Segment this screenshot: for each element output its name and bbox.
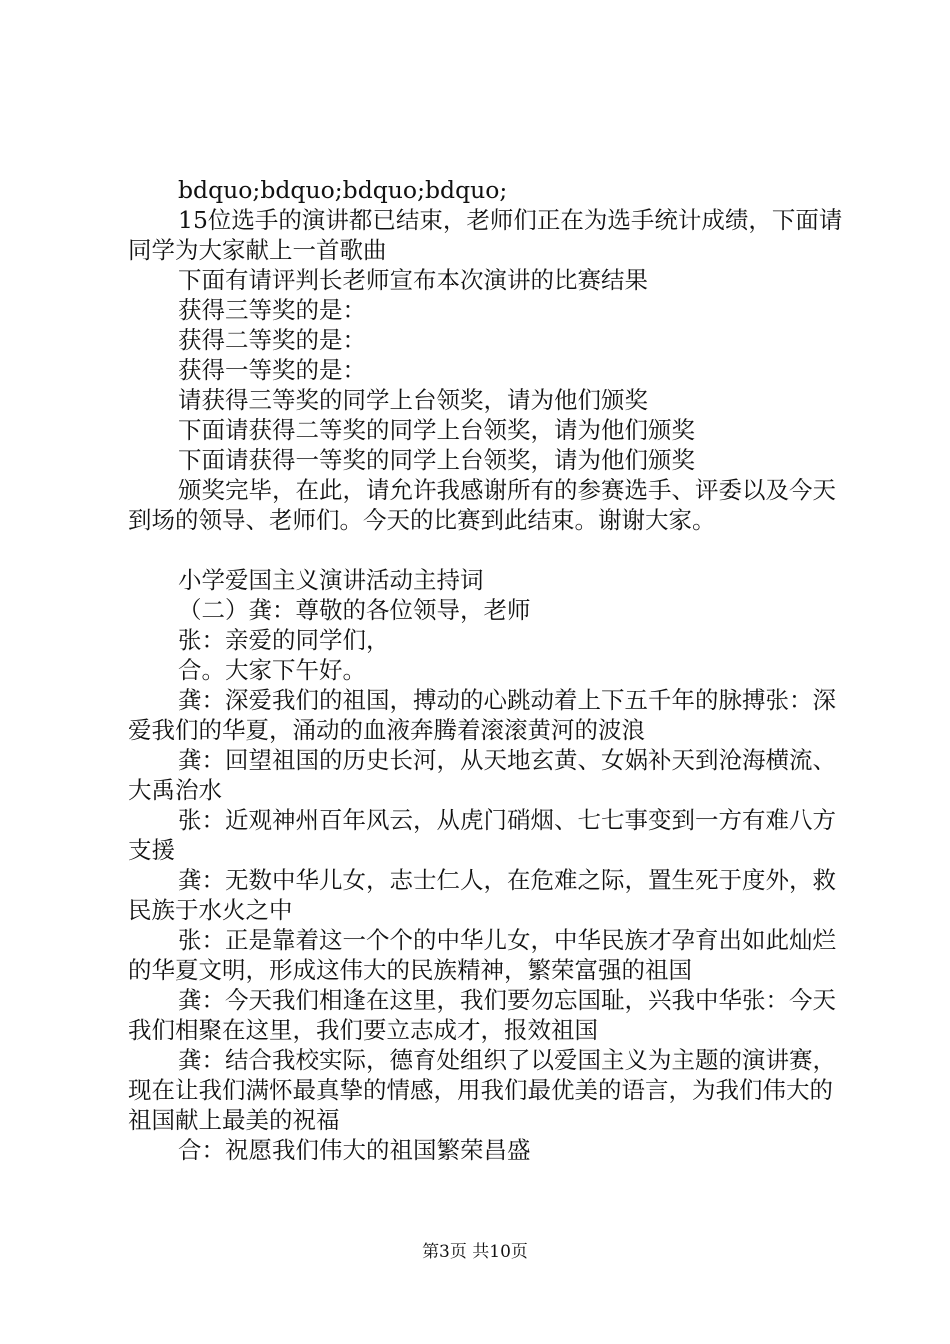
paragraph: 张：正是靠着这一个个的中华儿女，中华民族才孕育出如此灿烂的华夏文明，形成这伟大的民族精神，繁荣富强的祖国 [128, 926, 836, 984]
paragraph: 合。大家下午好。 [178, 656, 366, 684]
paragraph: bdquo;bdquo;bdquo;bdquo; [178, 176, 508, 204]
document-body [128, 175, 850, 1165]
paragraph: 龚：今天我们相逢在这里，我们要勿忘国耻，兴我中华张：今天我们相聚在这里，我们要立志成才，报效祖国 [128, 986, 836, 1044]
paragraph: 下面请获得一等奖的同学上台领奖，请为他们颁奖 [178, 446, 695, 474]
paragraph: 请获得三等奖的同学上台领奖，请为他们颁奖 [178, 386, 648, 414]
paragraph: 颁奖完毕，在此，请允许我感谢所有的参赛选手、评委以及今天到场的领导、老师们。今天的比赛到此结束。谢谢大家。 [128, 476, 836, 534]
paragraph: 龚：无数中华儿女，志士仁人，在危难之际，置生死于度外，救民族于水火之中 [128, 866, 836, 924]
paragraph: 下面有请评判长老师宣布本次演讲的比赛结果 [178, 266, 648, 294]
page-number: 第3页 共10页 [422, 1242, 528, 1262]
paragraph: 合：祝愿我们伟大的祖国繁荣昌盛 [178, 1136, 531, 1164]
section-title: 小学爱国主义演讲活动主持词 [178, 566, 484, 594]
paragraph: 龚：深爱我们的祖国，搏动的心跳动着上下五千年的脉搏张：深爱我们的华夏，涌动的血液奔腾着滚滚黄河的波浪 [128, 686, 836, 744]
paragraph: 下面请获得二等奖的同学上台领奖，请为他们颁奖 [178, 416, 695, 444]
paragraph: 龚：结合我校实际，德育处组织了以爱国主义为主题的演讲赛，现在让我们满怀最真挚的情感，用我们最优美的语言，为我们伟大的祖国献上最美的祝福 [128, 1046, 836, 1134]
paragraph: 15位选手的演讲都已结束，老师们正在为选手统计成绩，下面请同学为大家献上一首歌曲 [128, 206, 843, 264]
paragraph: 张：近观神州百年风云，从虎门硝烟、七七事变到一方有难八方支援 [128, 806, 836, 864]
paragraph: 获得三等奖的是： [178, 296, 366, 324]
paragraph: 龚：回望祖国的历史长河，从天地玄黄、女娲补天到沧海横流、大禹治水 [128, 746, 836, 804]
paragraph: 获得二等奖的是： [178, 326, 366, 354]
paragraph: （二）龚：尊敬的各位领导，老师 [178, 596, 531, 624]
section-gap [128, 535, 850, 565]
paragraph: 获得一等奖的是： [178, 356, 366, 384]
paragraph: 张：亲爱的同学们， [178, 626, 390, 654]
